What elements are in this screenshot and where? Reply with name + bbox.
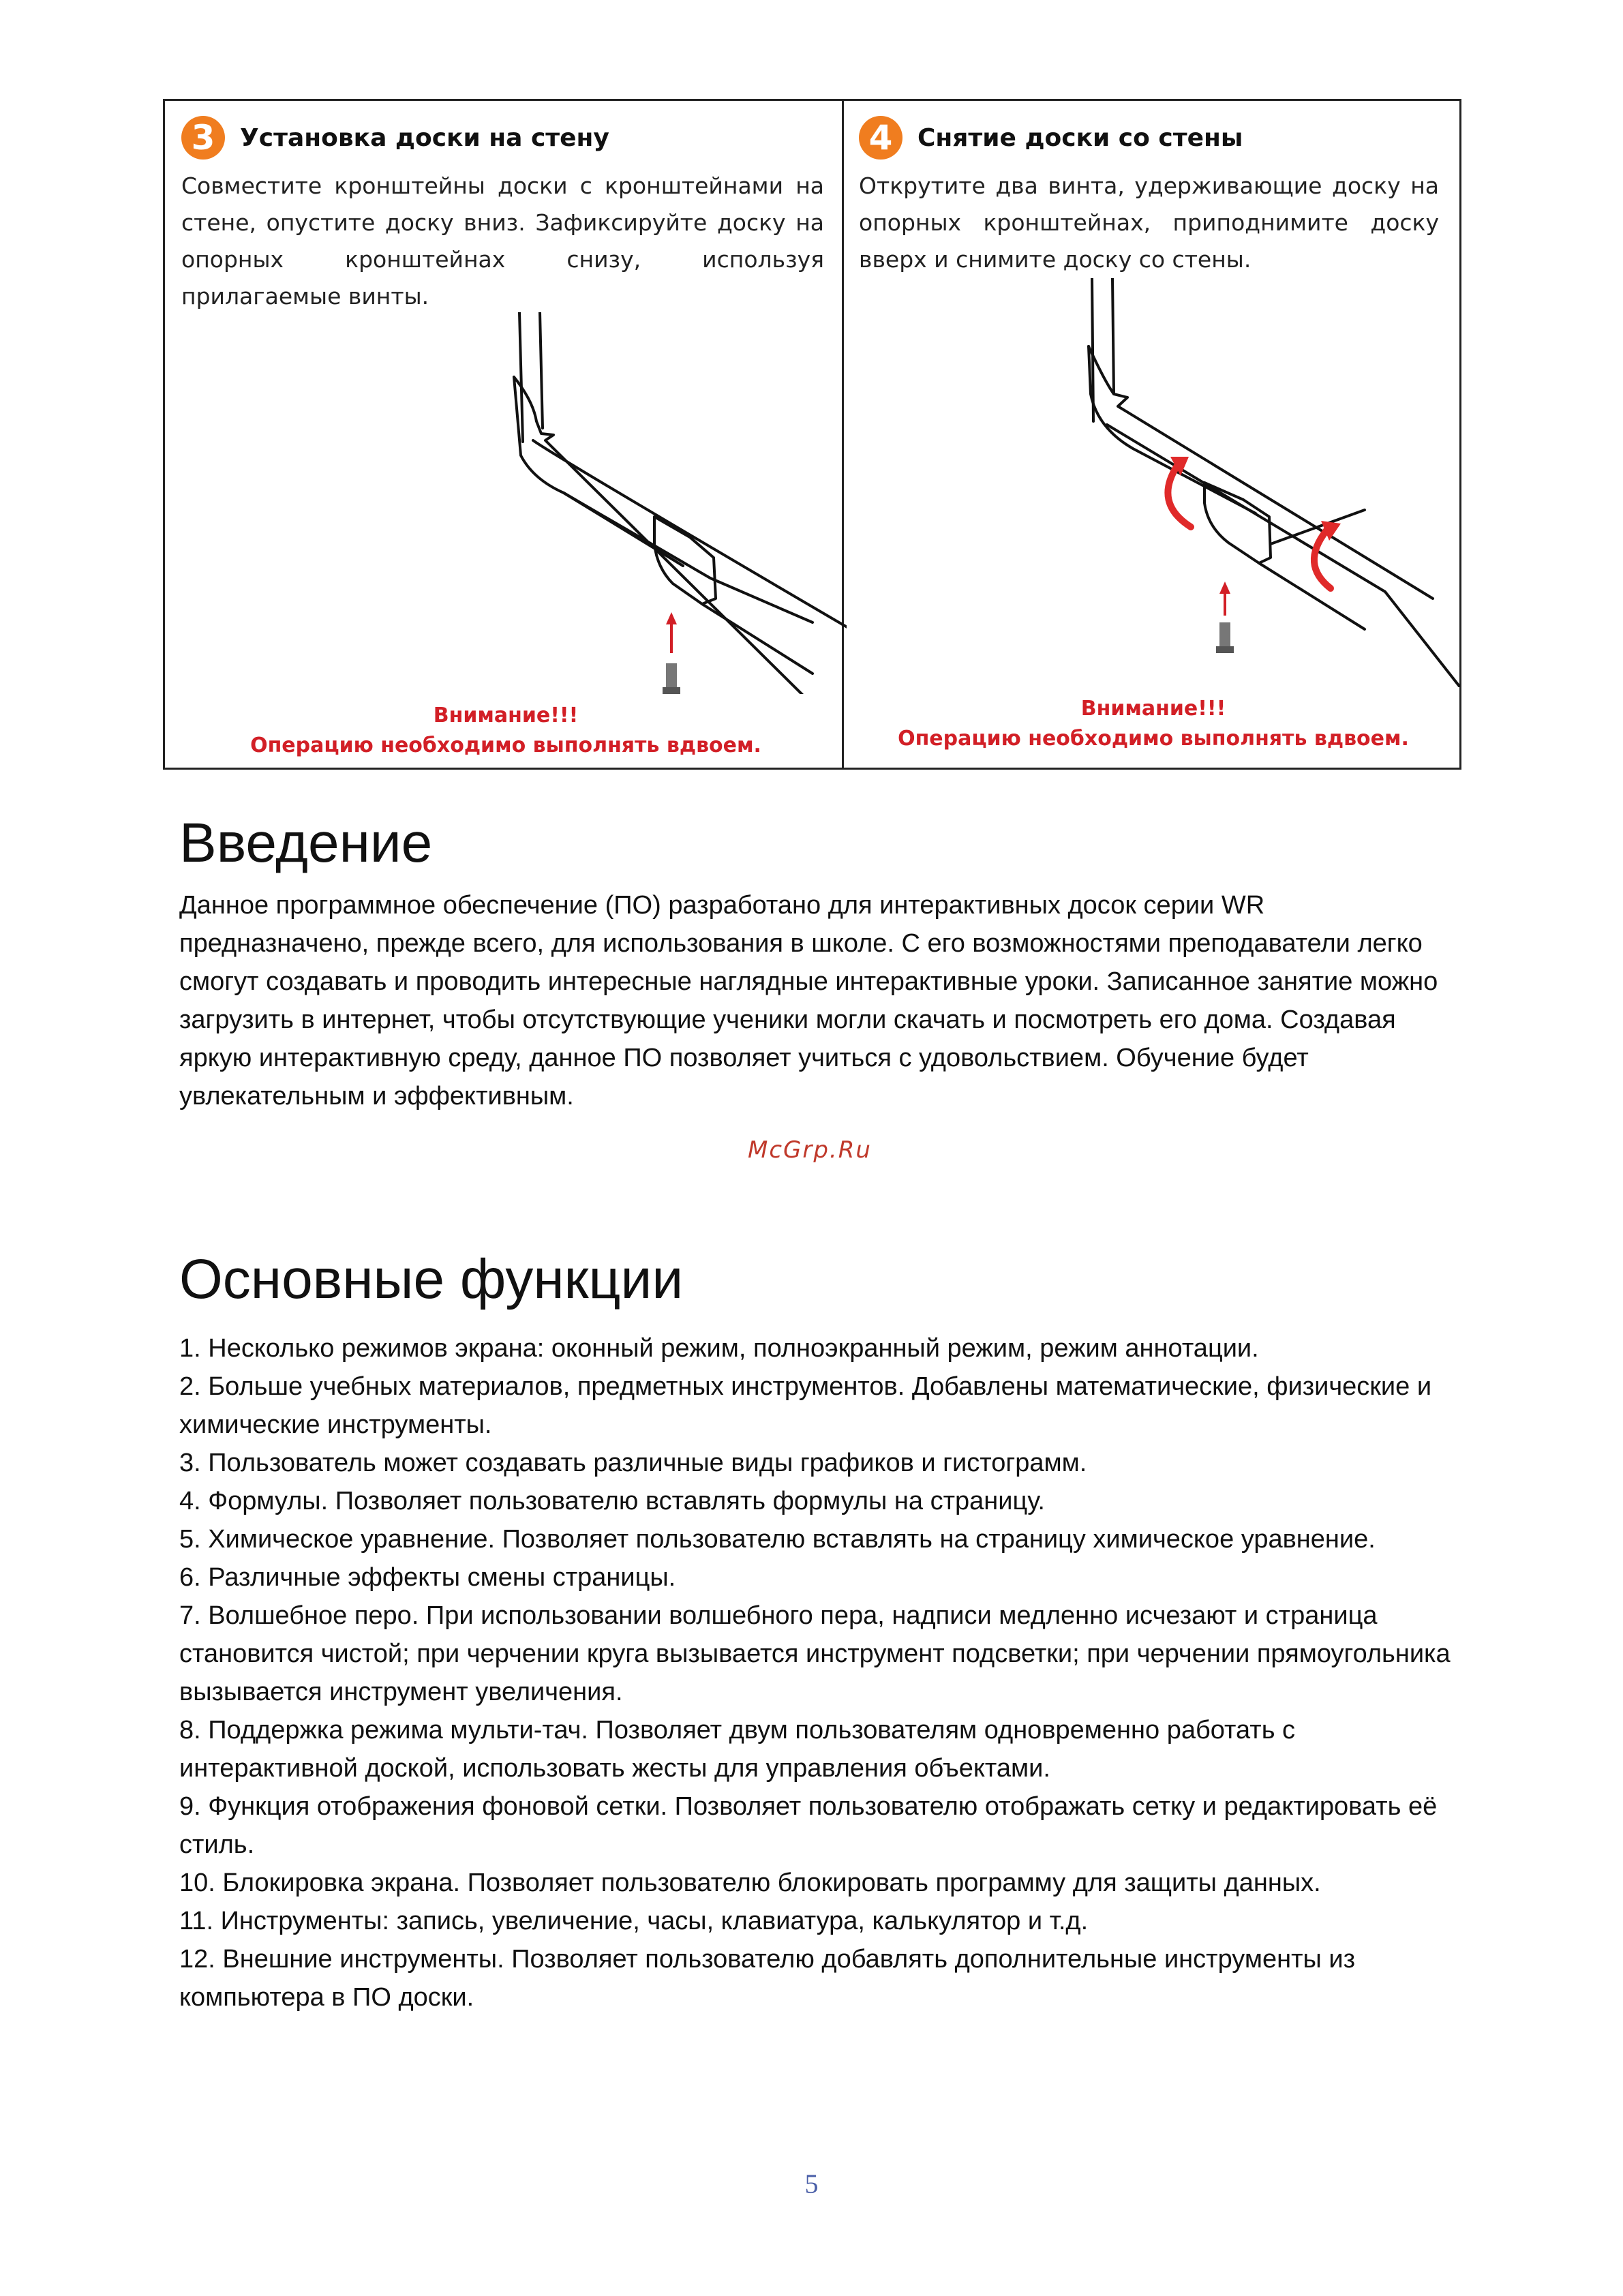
- wall-mount-remove-illustration: [915, 278, 1460, 687]
- list-item: 5. Химическое уравнение. Позволяет пользователю вставлять на страницу химическое уравнение.: [179, 1525, 1376, 1554]
- features-heading: Основные функции: [179, 1248, 684, 1310]
- list-item: 8. Поддержка режима мульти-тач. Позволяет двум пользователям одновременно работать с интерактивной доской, использовать жесты для управления объектами.: [179, 1716, 1296, 1783]
- page-number: 5: [804, 2169, 819, 2199]
- watermark: McGrp.Ru: [748, 1136, 872, 1164]
- list-item: 9. Функция отображения фоновой сетки. Позволяет пользователю отображать сетку и редактировать её стиль.: [179, 1792, 1438, 1859]
- screw-icon: [1216, 581, 1234, 653]
- list-item: 1. Несколько режимов экрана: оконный режим, полноэкранный режим, режим аннотации.: [179, 1334, 1259, 1363]
- list-item: 10. Блокировка экрана. Позволяет пользователю блокировать программу для защиты данных.: [179, 1869, 1321, 1897]
- warning-remove: [847, 694, 1460, 754]
- step-title: Снятие доски со стены: [917, 123, 1243, 152]
- wall-mount-install-illustration: [329, 312, 847, 694]
- step-number-badge: 4: [859, 116, 902, 160]
- warning-text: Операцию необходимо выполнять вдвоем.: [250, 734, 761, 757]
- intro-paragraph: Данное программное обеспечение (ПО) разработано для интерактивных досок серии WR предназначено, прежде всего, для использования в школе. С его возможностями преподаватели легко смогут создавать и проводить интересные наглядные интерактивные уроки. Записанное занятие можно загрузить в интернет, чтобы отсутствующие ученики могли скачать и посмотреть его дома. Создавая яркую интерактивную среду, данное ПО позволяет учиться с удовольствием. Обучение будет увлекательным и эффективным.: [179, 891, 1438, 1111]
- step-number-badge: 3: [181, 116, 225, 160]
- step-description: Открутите два винта, удерживающие доску на опорных кронштейнах, приподнимите доску вверх и снимите доску со стены.: [859, 172, 1439, 273]
- warning-title: Внимание!!!: [433, 704, 579, 727]
- list-item: 12. Внешние инструменты. Позволяет пользователю добавлять дополнительные инструменты из компьютера в ПО доски.: [179, 1945, 1356, 2012]
- step-install-header: [181, 110, 824, 165]
- warning-title: Внимание!!!: [1080, 697, 1226, 721]
- installation-steps-table: [163, 99, 1461, 770]
- intro-heading: Введение: [179, 812, 433, 874]
- step-remove-header: [859, 110, 1439, 165]
- list-item: 11. Инструменты: запись, увеличение, часы, клавиатура, калькулятор и т.д.: [179, 1907, 1089, 1935]
- warning-install: [206, 701, 806, 761]
- list-item: 3. Пользователь может создавать различные виды графиков и гистограмм.: [179, 1449, 1087, 1477]
- step-title: Установка доски на стену: [240, 123, 609, 152]
- features-list: [179, 1329, 1461, 2016]
- rotate-arrow-icon: [1168, 466, 1331, 588]
- list-item: 4. Формулы. Позволяет пользователю вставлять формулы на страницу.: [179, 1487, 1045, 1515]
- warning-text: Операцию необходимо выполнять вдвоем.: [898, 727, 1409, 751]
- step-description: Совместите кронштейны доски с кронштейнами на стене, опустите доску вниз. Зафиксируйте доску на опорных кронштейнах снизу, используя прилагаемые винты.: [181, 172, 824, 309]
- list-item: 2. Больше учебных материалов, предметных инструментов. Добавлены математические, физические и химические инструменты.: [179, 1372, 1432, 1439]
- list-item: 7. Волшебное перо. При использовании волшебного пера, надписи медленно исчезают и страница становится чистой; при черчении круга вызывается инструмент подсветки; при черчении прямоугольника вызывается инструмент увеличения.: [179, 1601, 1451, 1706]
- list-item: 6. Различные эффекты смены страницы.: [179, 1563, 676, 1592]
- screw-icon: [663, 612, 680, 694]
